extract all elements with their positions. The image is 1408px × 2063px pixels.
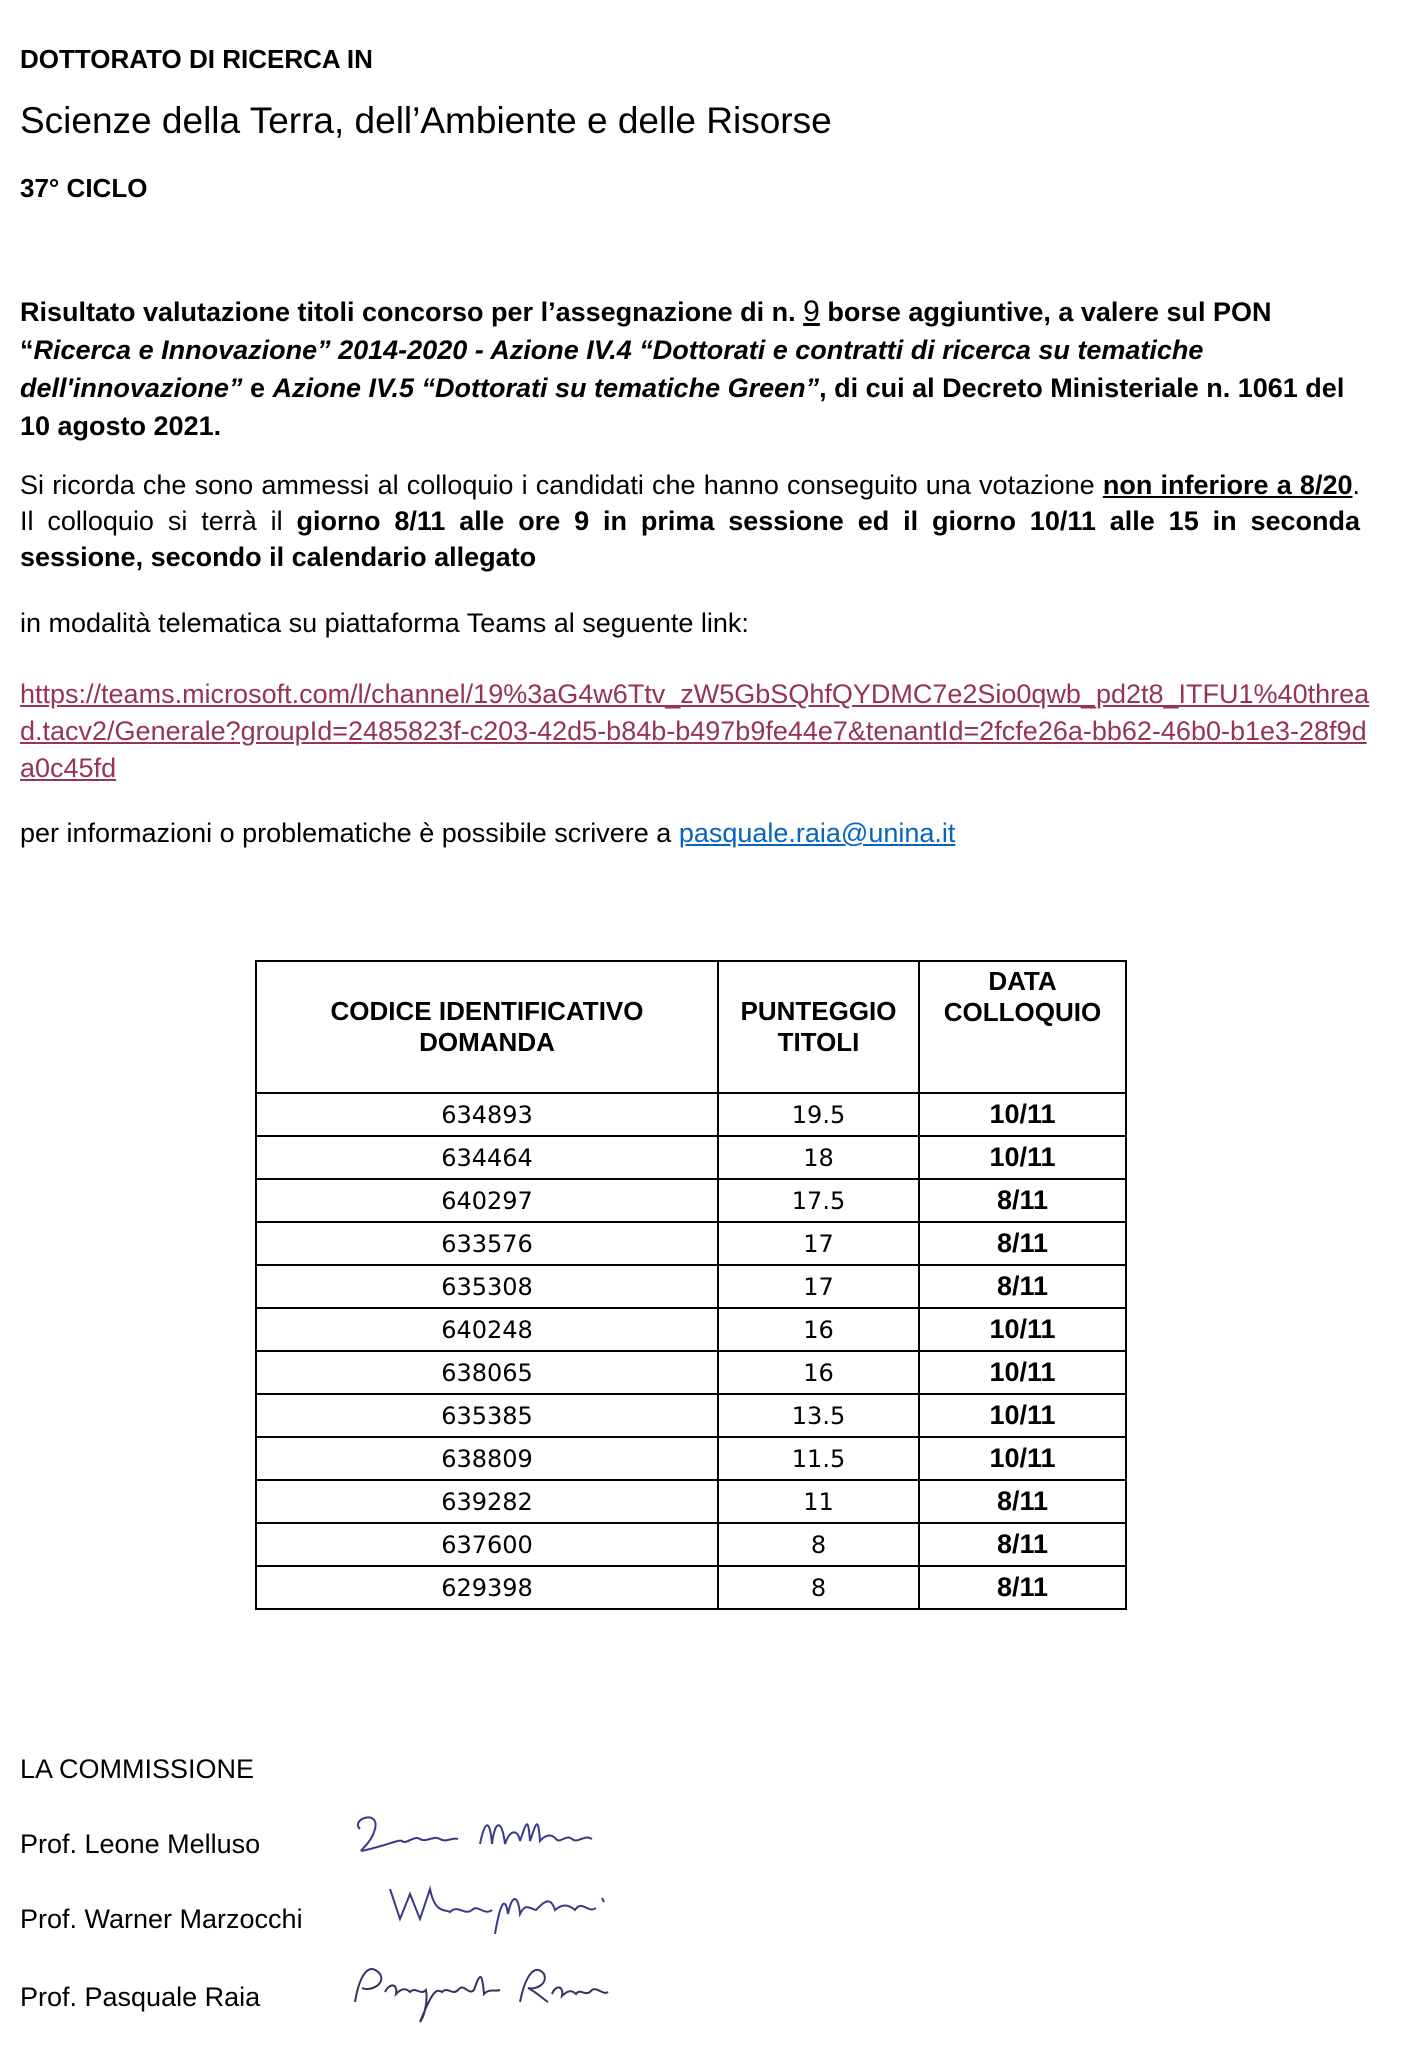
interview-date-cell: 10/11 (919, 1093, 1126, 1136)
table-row (256, 1566, 1126, 1609)
contact-email-link[interactable]: pasquale.raia@unina.it (678, 818, 956, 848)
interview-date-cell: 10/11 (919, 1437, 1126, 1480)
interview-date-cell: 8/11 (919, 1179, 1126, 1222)
score-cell: 17 (718, 1222, 919, 1265)
interview-date-cell: 10/11 (919, 1136, 1126, 1179)
header-application-code: CODICE IDENTIFICATIVO DOMANDA (256, 961, 718, 1093)
program-title: Scienze della Terra, dell’Ambiente e delle Risorse (20, 100, 832, 141)
score-cell: 13.5 (718, 1394, 919, 1437)
signature-melluso (340, 1799, 660, 1869)
results-table (255, 960, 1127, 1610)
interview-date-cell: 8/11 (919, 1222, 1126, 1265)
signature-marzocchi (380, 1874, 700, 1954)
table-row (256, 1222, 1126, 1265)
score-cell: 19.5 (718, 1093, 919, 1136)
teams-link[interactable]: https://teams.microsoft.com/l/channel/19%3aG4w6Ttv_zW5GbSQhfQYDMC7e2Sio0qwb_pd2t8_ITFU1%40thread.tacv2/Generale?groupId=2485823f-c203-42d5-b84b-b497b9fe44e7&tenantId=2fcfe26a-bb62-46b0-b1e3-28f9da0c45fd (20, 679, 1370, 783)
interview-date-cell: 8/11 (919, 1265, 1126, 1308)
signature-text: Warner Marzocchi (380, 1874, 389, 1875)
signature-text: Leone Melluso (340, 1799, 347, 1800)
member-name: Prof. Pasquale Raia (20, 1982, 261, 2012)
interview-date-cell: 10/11 (919, 1308, 1126, 1351)
table-row (256, 1437, 1126, 1480)
result-paragraph: Risultato valutazione titoli concorso per l’assegnazione di n. 9 borse aggiuntive, a valere sul PON “Ricerca e Innovazione” 2014-2020 - Azione IV.4 “Dottorati e contratti di ricerca su tematiche dell'innovazione” e Azione IV.5 “Dottorati su tematiche Green”, di cui al Decreto Ministeriale n. 1061 del 10 agosto 2021. (20, 295, 1345, 441)
application-code-cell: 638065 (256, 1351, 718, 1394)
score-cell: 17.5 (718, 1179, 919, 1222)
interview-date-cell: 8/11 (919, 1523, 1126, 1566)
interview-date-cell: 8/11 (919, 1566, 1126, 1609)
commission-title: LA COMMISSIONE (20, 1754, 255, 1784)
table-row (256, 1308, 1126, 1351)
interview-date-cell: 10/11 (919, 1351, 1126, 1394)
table-row (256, 1265, 1126, 1308)
signature-text: Pasquale Raia (340, 1952, 347, 1953)
cycle-label: 37° CICLO (20, 173, 148, 203)
table-row (256, 1480, 1126, 1523)
score-cell: 8 (718, 1566, 919, 1609)
score-cell: 16 (718, 1351, 919, 1394)
scholarship-count: 9 (803, 295, 820, 328)
interview-schedule: giorno 8/11 alle ore 9 in prima sessione ed il giorno 10/11 alle 15 in seconda sessione, secondo il calendario allegato (20, 506, 1360, 572)
application-code-cell: 638809 (256, 1437, 718, 1480)
member-name: Prof. Warner Marzocchi (20, 1904, 303, 1934)
table-row (256, 1093, 1126, 1136)
application-code-cell: 635308 (256, 1265, 718, 1308)
application-code-cell: 633576 (256, 1222, 718, 1265)
application-code-cell: 640297 (256, 1179, 718, 1222)
score-cell: 11 (718, 1480, 919, 1523)
table-header-row (256, 961, 1126, 1093)
application-code-cell: 639282 (256, 1480, 718, 1523)
header-interview-date: DATA COLLOQUIO (919, 961, 1126, 1093)
info-line: per informazioni o problematiche è possibile scrivere a pasquale.raia@unina.it (20, 818, 956, 848)
interview-note-paragraph: Si ricorda che sono ammessi al colloquio i candidati che hanno conseguito una votazione non inferiore a 8/20. Il colloquio si terrà il giorno 8/11 alle ore 9 in prima sessione ed il giorno 10/11 alle 15 in seconda sessione, secondo il calendario allegato (20, 470, 1360, 572)
application-code-cell: 635385 (256, 1394, 718, 1437)
application-code-cell: 634464 (256, 1136, 718, 1179)
application-code-cell: 637600 (256, 1523, 718, 1566)
score-cell: 11.5 (718, 1437, 919, 1480)
minimum-score: non inferiore a 8/20 (1102, 470, 1353, 500)
application-code-cell: 634893 (256, 1093, 718, 1136)
table-row (256, 1136, 1126, 1179)
score-cell: 8 (718, 1523, 919, 1566)
table-row (256, 1523, 1126, 1566)
application-code-cell: 629398 (256, 1566, 718, 1609)
score-cell: 16 (718, 1308, 919, 1351)
table-row (256, 1179, 1126, 1222)
mode-text: in modalità telematica su piattaforma Teams al seguente link: (20, 608, 749, 638)
interview-date-cell: 8/11 (919, 1480, 1126, 1523)
score-cell: 17 (718, 1265, 919, 1308)
signature-raia (340, 1952, 660, 2032)
table-row (256, 1394, 1126, 1437)
interview-date-cell: 10/11 (919, 1394, 1126, 1437)
member-name: Prof. Leone Melluso (20, 1829, 261, 1859)
score-cell: 18 (718, 1136, 919, 1179)
header-score: PUNTEGGIO TITOLI (718, 961, 919, 1093)
doctorate-heading: DOTTORATO DI RICERCA IN (20, 44, 373, 74)
table-row (256, 1351, 1126, 1394)
application-code-cell: 640248 (256, 1308, 718, 1351)
